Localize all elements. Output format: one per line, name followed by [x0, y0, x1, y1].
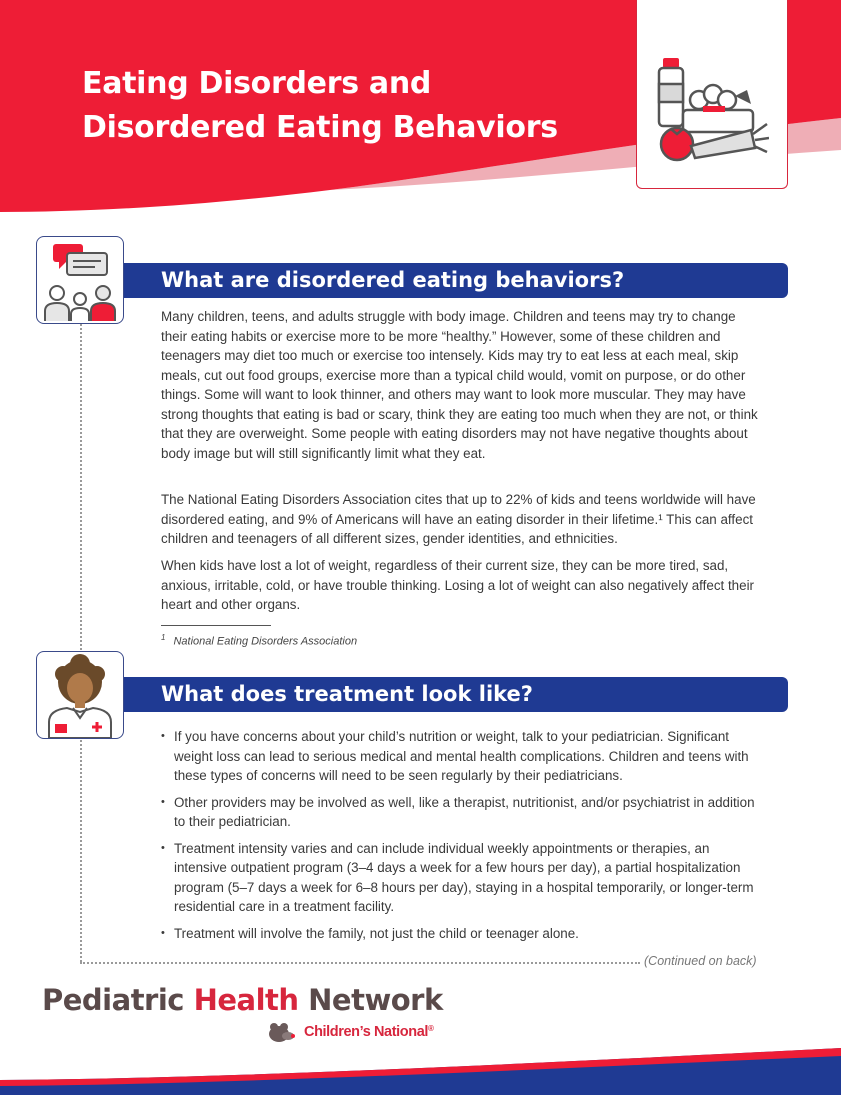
continued-note: (Continued on back) [644, 954, 757, 968]
timeline-connector-bottom [80, 962, 640, 964]
page-title-line1: Eating Disorders and [82, 66, 432, 101]
paragraph-body-image: Many children, teens, and adults struggle with body image. Children and teens may try to change their eating habits or exercise more to be more “healthy.” However, some of these children and teenagers may diet too much or exercise too intensely. Kids may try to eat less at each meal, skip meals, cut out food groups, exercise more than a typical child would, vomit on purpose, or do other things. Some will want to look thinner, and others may want to look more muscular. They may have strong thoughts that eating is bad or scary, think they are eating too much when they are not, or think that they are overweight. Some people with eating disorders may not have negative thoughts about body image but will still significantly limit what they eat. [161, 309, 758, 461]
brand-word-health: Health [193, 983, 299, 1017]
brand-word-network: Network [298, 983, 443, 1017]
footnote-marker: 1 [161, 633, 166, 642]
groceries-icon-card [636, 0, 788, 189]
section-heading-bar-disordered-eating [124, 263, 788, 298]
footnote-text: National Eating Disorders Association [173, 635, 358, 648]
doctor-icon-card [36, 651, 124, 739]
section-heading-treatment: What does treatment look like? [161, 682, 533, 706]
family-chat-icon [37, 237, 123, 323]
paragraph-weight-loss-effects: When kids have lost a lot of weight, regardless of their current size, they can be more tired, sad, anxious, irritable, cold, or have trouble thinking. Losing a lot of weight can also negatively affect their heart and other organs. [161, 558, 755, 612]
doctor-icon [37, 652, 123, 738]
timeline-connector [80, 324, 82, 962]
section-heading-bar-treatment [124, 677, 788, 712]
section-heading-disordered-eating: What are disordered eating behaviors? [161, 268, 625, 292]
page-title-line2: Disordered Eating Behaviors [82, 110, 558, 145]
list-item: • Other providers may be involved as well, like a therapist, nutritionist, and/or psychiatrist in addition to their pediatrician. [161, 793, 761, 832]
treatment-bullet-list [161, 727, 761, 950]
footnote [161, 633, 357, 648]
brand-word-pediatric: Pediatric [42, 983, 194, 1017]
groceries-icon [655, 58, 769, 164]
page-title [82, 62, 558, 150]
paragraph-statistics: The National Eating Disorders Association cites that up to 22% of kids and teens worldwide will have disordered eating, and 9% of Americans will have an eating disorder in their lifetime.¹ This can affect children and teenagers of all different sizes, gender identities, and ethnicities. [161, 492, 756, 546]
footer-wave [0, 1040, 841, 1095]
list-item: • Treatment intensity varies and can include individual weekly appointments or therapies, an intensive outpatient program (3–4 days a week for a few hours per day), a partial hospitalization program (5–7 days a week for 6–8 hours per day), staying in a hospital temporarily, or longer-term residential care in a treatment facility. [161, 839, 761, 917]
partner-name-text: Children’s National [304, 1024, 428, 1041]
list-item: • If you have concerns about your child’s nutrition or weight, talk to your pediatrician. Significant weight loss can lead to serious medical and mental health complications. Children and teens with these types of concerns will need to be seen regularly by their pediatricians. [161, 727, 761, 786]
partner-name [300, 1024, 434, 1041]
list-item: • Treatment will involve the family, not just the child or teenager alone. [161, 924, 761, 944]
registered-mark: ® [428, 1023, 434, 1033]
family-chat-icon-card [36, 236, 124, 324]
brand-logo [42, 983, 443, 1017]
footnote-divider [161, 625, 271, 626]
